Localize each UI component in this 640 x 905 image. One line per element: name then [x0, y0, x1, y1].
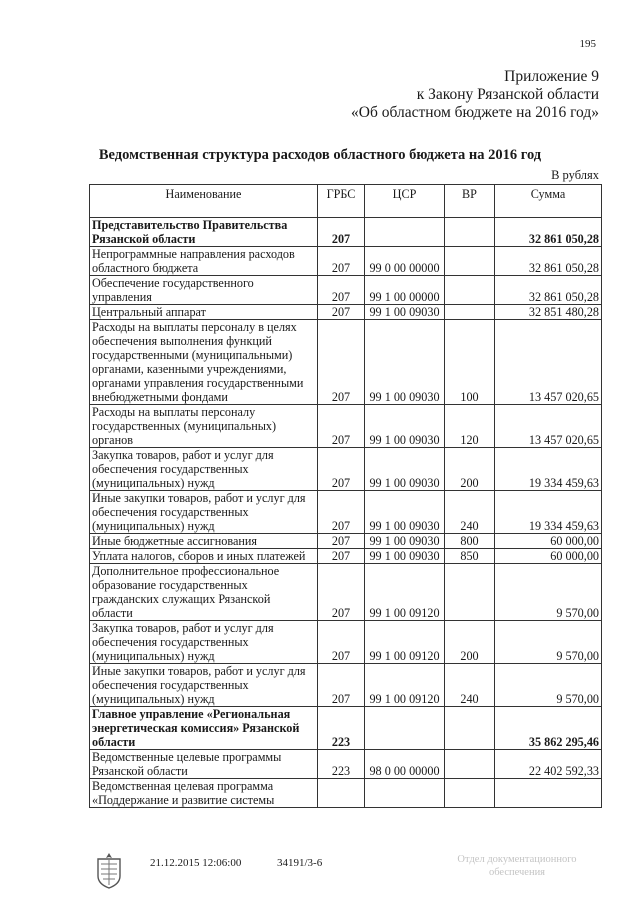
units-label: В рублях [551, 168, 599, 182]
cell-vr [445, 305, 495, 320]
cell-name: Непрограммные направления расходов областного бюджета [90, 247, 318, 276]
cell-name: Ведомственная целевая программа «Поддержание и развитие системы [90, 779, 318, 808]
cell-name: Ведомственные целевые программы Рязанской области [90, 750, 318, 779]
table-row [90, 707, 602, 750]
cell-csr: 99 1 00 09030 [365, 549, 445, 564]
cell-sum: 13 457 020,65 [495, 320, 602, 405]
stamp-line-2: обеспечения [488, 867, 546, 878]
cell-csr: 99 1 00 09120 [365, 564, 445, 621]
table-row [90, 549, 602, 564]
cell-grbs: 207 [318, 320, 365, 405]
cell-name: Представительство Правительства Рязанской области [90, 218, 318, 247]
cell-vr [445, 707, 495, 750]
cell-name: Расходы на выплаты персоналу в целях обеспечения выполнения функций государственными (муниципальными) органами, казенными учреждениями, органами управления государственными внебюджетными фондами [90, 320, 318, 405]
cell-vr: 100 [445, 320, 495, 405]
cell-grbs: 207 [318, 218, 365, 247]
cell-sum [495, 779, 602, 808]
cell-sum: 9 570,00 [495, 621, 602, 664]
cell-grbs [318, 779, 365, 808]
cell-sum: 22 402 592,33 [495, 750, 602, 779]
cell-csr: 99 1 00 00000 [365, 276, 445, 305]
cell-csr: 99 1 00 09030 [365, 305, 445, 320]
cell-csr: 99 1 00 09030 [365, 491, 445, 534]
cell-csr [365, 707, 445, 750]
cell-sum: 32 861 050,28 [495, 276, 602, 305]
cell-grbs: 207 [318, 621, 365, 664]
coat-of-arms-icon [92, 850, 126, 890]
header-sum: Сумма [495, 185, 602, 218]
cell-vr [445, 779, 495, 808]
table-row [90, 664, 602, 707]
cell-vr: 200 [445, 621, 495, 664]
department-stamp [440, 853, 594, 879]
cell-csr: 99 0 00 00000 [365, 247, 445, 276]
table-row [90, 305, 602, 320]
cell-csr [365, 779, 445, 808]
document-title: Ведомственная структура расходов областного бюджета на 2016 год [98, 147, 542, 163]
cell-vr: 800 [445, 534, 495, 549]
header-name: Наименование [90, 185, 318, 218]
cell-name: Закупка товаров, работ и услуг для обеспечения государственных (муниципальных) нужд [90, 621, 318, 664]
cell-vr: 850 [445, 549, 495, 564]
budget-table [89, 184, 602, 808]
cell-csr: 98 0 00 00000 [365, 750, 445, 779]
cell-csr: 99 1 00 09120 [365, 664, 445, 707]
cell-grbs: 207 [318, 664, 365, 707]
table-row [90, 534, 602, 549]
table-row [90, 247, 602, 276]
cell-grbs: 207 [318, 405, 365, 448]
cell-vr: 120 [445, 405, 495, 448]
cell-vr: 200 [445, 448, 495, 491]
cell-csr: 99 1 00 09030 [365, 405, 445, 448]
cell-vr [445, 247, 495, 276]
cell-sum: 60 000,00 [495, 534, 602, 549]
table-row [90, 564, 602, 621]
cell-sum: 19 334 459,63 [495, 448, 602, 491]
header-vr: ВР [445, 185, 495, 218]
cell-csr: 99 1 00 09120 [365, 621, 445, 664]
table-row [90, 621, 602, 664]
cell-sum: 13 457 020,65 [495, 405, 602, 448]
cell-name: Центральный аппарат [90, 305, 318, 320]
cell-csr: 99 1 00 09030 [365, 320, 445, 405]
cell-name: Иные закупки товаров, работ и услуг для обеспечения государственных (муниципальных) нужд [90, 491, 318, 534]
cell-name: Расходы на выплаты персоналу государственных (муниципальных) органов [90, 405, 318, 448]
cell-csr: 99 1 00 09030 [365, 534, 445, 549]
table-row [90, 320, 602, 405]
cell-name: Иные закупки товаров, работ и услуг для обеспечения государственных (муниципальных) нужд [90, 664, 318, 707]
footer-doc-code: 34191/3-6 [277, 857, 323, 869]
cell-name: Уплата налогов, сборов и иных платежей [90, 549, 318, 564]
table-row [90, 276, 602, 305]
cell-grbs: 223 [318, 707, 365, 750]
cell-name: Закупка товаров, работ и услуг для обеспечения государственных (муниципальных) нужд [90, 448, 318, 491]
cell-name: Главное управление «Региональная энергетическая комиссия» Рязанской области [90, 707, 318, 750]
cell-sum: 32 861 050,28 [495, 247, 602, 276]
cell-sum: 32 851 480,28 [495, 305, 602, 320]
cell-csr [365, 218, 445, 247]
table-row [90, 779, 602, 808]
header-csr: ЦСР [365, 185, 445, 218]
table-row [90, 218, 602, 247]
cell-vr [445, 750, 495, 779]
header-grbs: ГРБС [318, 185, 365, 218]
cell-sum: 60 000,00 [495, 549, 602, 564]
table-body [90, 218, 602, 808]
cell-vr [445, 218, 495, 247]
appendix-header [351, 68, 599, 122]
cell-vr: 240 [445, 664, 495, 707]
cell-name: Дополнительное профессиональное образование государственных гражданских служащих Рязанской области [90, 564, 318, 621]
cell-sum: 9 570,00 [495, 664, 602, 707]
cell-sum: 9 570,00 [495, 564, 602, 621]
cell-name: Иные бюджетные ассигнования [90, 534, 318, 549]
table-row [90, 405, 602, 448]
table-row [90, 448, 602, 491]
cell-grbs: 207 [318, 305, 365, 320]
page-number: 195 [579, 38, 596, 50]
cell-vr: 240 [445, 491, 495, 534]
cell-grbs: 207 [318, 448, 365, 491]
appendix-line-3: «Об областном бюджете на 2016 год» [351, 104, 599, 121]
appendix-line-2: к Закону Рязанской области [416, 86, 599, 103]
cell-vr [445, 564, 495, 621]
cell-sum: 19 334 459,63 [495, 491, 602, 534]
stamp-line-1: Отдел документационного [457, 854, 577, 865]
cell-grbs: 207 [318, 491, 365, 534]
table-header-row [90, 185, 602, 218]
cell-name: Обеспечение государственного управления [90, 276, 318, 305]
cell-grbs: 207 [318, 534, 365, 549]
table-row [90, 750, 602, 779]
cell-sum: 35 862 295,46 [495, 707, 602, 750]
cell-grbs: 207 [318, 564, 365, 621]
cell-sum: 32 861 050,28 [495, 218, 602, 247]
footer-timestamp: 21.12.2015 12:06:00 [150, 857, 242, 869]
table-row [90, 491, 602, 534]
appendix-line-1: Приложение 9 [504, 68, 599, 85]
cell-grbs: 207 [318, 247, 365, 276]
cell-csr: 99 1 00 09030 [365, 448, 445, 491]
cell-grbs: 223 [318, 750, 365, 779]
cell-vr [445, 276, 495, 305]
cell-grbs: 207 [318, 549, 365, 564]
cell-grbs: 207 [318, 276, 365, 305]
